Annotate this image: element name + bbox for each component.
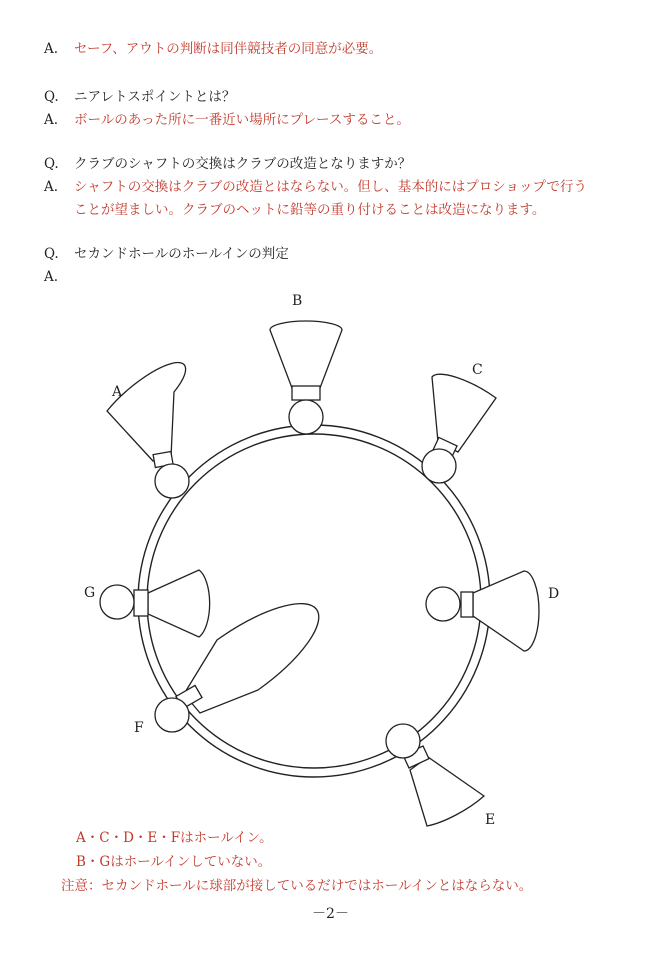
note-text: A・C・D・E・Fはホールイン。: [76, 830, 273, 846]
shuttle-label-e: E: [485, 812, 496, 828]
answer-text: シャフトの交換はクラブの改造とはならない。但し、基本的にはプロショップで行う: [74, 179, 587, 195]
question-text: セカンドホールのホールインの判定: [74, 246, 289, 262]
shuttlecock-e: [386, 724, 484, 826]
answer-marker: A.: [44, 179, 59, 195]
question-marker: Q.: [44, 89, 59, 105]
question-marker: Q.: [44, 156, 59, 172]
shuttlecock-b: [270, 321, 342, 434]
question-text: クラブのシャフトの交換はクラブの改造となりますか？: [74, 156, 412, 172]
question-marker: Q.: [44, 246, 59, 262]
answer-text: ことが望ましい。クラブのヘットに鉛等の重り付けることは改造になります。: [74, 202, 546, 218]
page-number: －2－: [312, 906, 349, 922]
shuttle-label-b: B: [292, 293, 303, 309]
answer-text: セーフ、アウトの判断は同伴競技者の同意が必要。: [74, 41, 383, 57]
shuttle-label-a: A: [112, 384, 123, 400]
answer-marker: A.: [44, 269, 59, 285]
shuttlecock-g: [100, 570, 210, 637]
caution-note-text: 注意：セカンドホールに球部が接しているだけではホールインとはならない。: [61, 878, 533, 894]
note-text: B・Gはホールインしていない。: [76, 854, 272, 870]
shuttle-label-f: F: [134, 720, 144, 736]
question-text: ニアレトスポイントとは？: [74, 89, 236, 105]
shuttlecock-c: [422, 374, 496, 483]
shuttlecock-d: [426, 571, 539, 651]
answer-marker: A.: [44, 112, 59, 128]
answer-marker: A.: [44, 41, 59, 57]
shuttle-label-c: C: [472, 362, 483, 378]
shuttle-label-d: D: [548, 586, 560, 602]
shuttlecock-a: [107, 363, 189, 498]
shuttle-label-g: G: [84, 585, 96, 601]
answer-text: ボールのあった所に一番近い場所にプレースすること。: [74, 112, 410, 128]
